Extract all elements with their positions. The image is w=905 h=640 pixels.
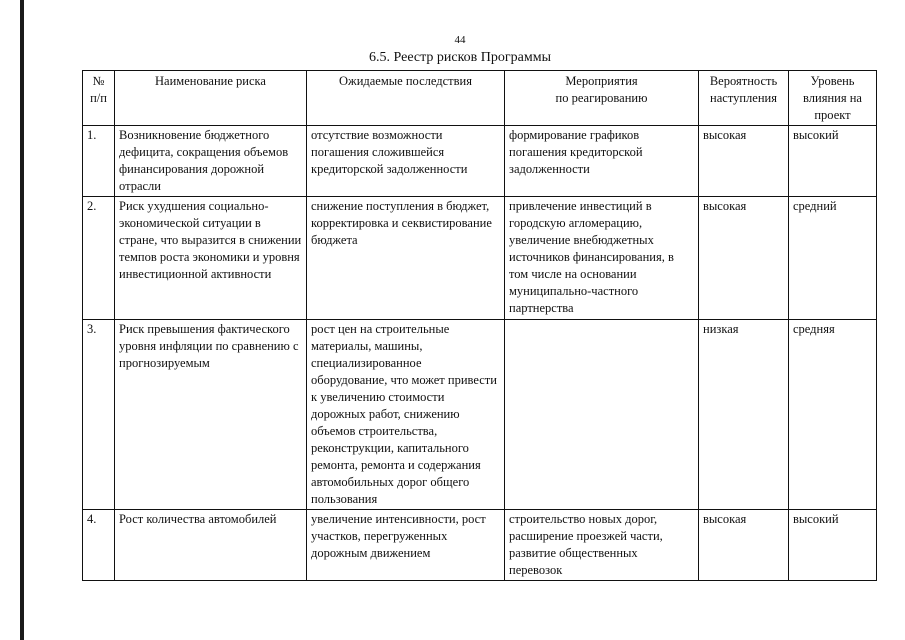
risk-register-table	[82, 70, 877, 581]
cell-probability: высокая	[699, 510, 789, 581]
header-measures	[505, 71, 699, 126]
cell-consequences: снижение поступления в бюджет, корректировка и секвистирование бюджета	[307, 197, 505, 320]
cell-consequences: увеличение интенсивности, рост участков, перегруженных дорожным движением	[307, 510, 505, 581]
cell-number: 4.	[83, 510, 115, 581]
header-number-text: № п/п	[90, 74, 107, 105]
cell-measures	[505, 320, 699, 510]
cell-number: 1.	[83, 126, 115, 197]
header-measures-text: Мероприятия по реагированию	[555, 74, 648, 105]
cell-risk: Риск превышения фактического уровня инфляции по сравнению с прогнозируемым	[115, 320, 307, 510]
cell-number: 3.	[83, 320, 115, 510]
table-row	[83, 510, 877, 581]
header-risk-name	[115, 71, 307, 126]
header-impact	[789, 71, 877, 126]
header-risk-name-text: Наименование риска	[155, 74, 266, 88]
cell-consequences: отсутствие возможности погашения сложившейся кредиторской задолженности	[307, 126, 505, 197]
cell-impact: средняя	[789, 320, 877, 510]
table-title: 6.5. Реестр рисков Программы	[369, 50, 551, 65]
cell-measures: формирование графиков погашения кредиторской задолженности	[505, 126, 699, 197]
cell-consequences: рост цен на строительные материалы, машины, специализированное оборудование, что может привести к увеличению стоимости дорожных работ, снижению объемов строительства, реконструкции, капитального ремонта, ремонта и содержания автомобильных дорог общего пользования	[307, 320, 505, 510]
cell-probability: высокая	[699, 126, 789, 197]
cell-probability: низкая	[699, 320, 789, 510]
scan-edge-line	[20, 0, 24, 640]
cell-impact: средний	[789, 197, 877, 320]
header-consequences-text: Ожидаемые последствия	[339, 74, 472, 88]
cell-measures: привлечение инвестиций в городскую агломерацию, увеличение внебюджетных источников финансирования, в том числе на основании муниципально-частного партнерства	[505, 197, 699, 320]
cell-risk: Возникновение бюджетного дефицита, сокращения объемов финансирования дорожной отрасли	[115, 126, 307, 197]
header-probability	[699, 71, 789, 126]
table-row	[83, 126, 877, 197]
cell-impact: высокий	[789, 126, 877, 197]
header-probability-text: Вероятность наступления	[709, 74, 778, 105]
cell-impact: высокий	[789, 510, 877, 581]
cell-number: 2.	[83, 197, 115, 320]
page-number: 44	[454, 34, 466, 46]
table-row	[83, 197, 877, 320]
header-number	[83, 71, 115, 126]
cell-risk: Риск ухудшения социально-экономической ситуации в стране, что выразится в снижении темпов роста экономики и уровня инвестиционной активности	[115, 197, 307, 320]
header-impact-text: Уровень влияния на проект	[803, 74, 862, 122]
cell-probability: высокая	[699, 197, 789, 320]
cell-measures: строительство новых дорог, расширение проезжей части, развитие общественных перевозок	[505, 510, 699, 581]
cell-risk: Рост количества автомобилей	[115, 510, 307, 581]
table-row	[83, 320, 877, 510]
table-header-row	[83, 71, 877, 126]
header-consequences	[307, 71, 505, 126]
